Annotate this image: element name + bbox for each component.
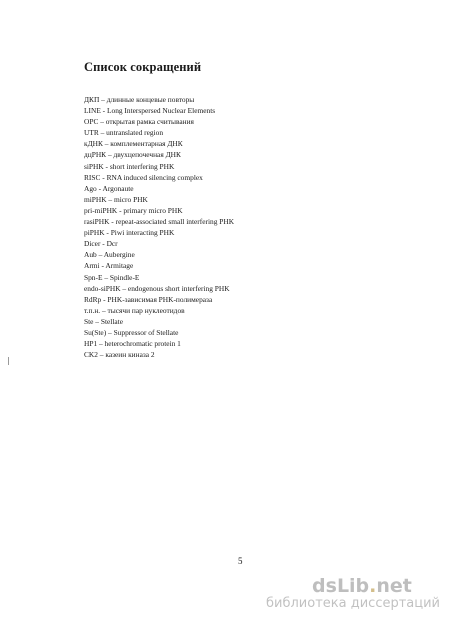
abbreviation-item: miPHK – micro PHK [84,194,148,204]
abbreviation-item: endo-siPHK – endogenous short interfering PHK [84,283,230,293]
abbreviation-list [84,94,234,360]
abbreviation-item: кДНК – комплементарная ДНК [84,139,183,149]
abbreviation-item: CK2 – казеин киназа 2 [84,350,155,360]
page-number: 5 [238,556,243,566]
abbreviation-item: ДКП – длинные концевые повторы [84,95,195,104]
abbreviation-item: Ago - Argonaute [84,183,134,193]
abbreviation-item: HP1 – heterochromatic protein 1 [84,339,181,349]
watermark [266,576,440,611]
abbreviation-item: т.п.н. – тысячи пар нуклеотидов [84,305,185,315]
watermark-logo-middle: Lib [336,575,370,597]
scan-artifact [8,357,9,365]
abbreviation-item: RISC - RNA induced silencing complex [84,172,203,182]
watermark-logo-prefix: ds [312,575,337,597]
abbreviation-item: piPHK - Piwi interacting PHK [84,228,175,238]
abbreviation-item: RdRp - PHK-зависимая PHK-полимераза [84,294,213,304]
watermark-logo [266,576,440,596]
abbreviation-item: Su(Ste) – Suppressor of Stellate [84,327,179,337]
abbreviation-item: pri-miPHK - primary micro PHK [84,205,183,215]
abbreviation-item: OPC – открытая рамка считывания [84,117,194,127]
abbreviation-item: LINE - Long Interspersed Nuclear Elements [84,106,216,116]
abbreviation-item: Armi - Armitage [84,261,134,271]
abbreviation-item: UTR – untranslated region [84,128,164,138]
page-title: Список сокращений [84,60,202,74]
abbreviation-item: дцРНК – двухцепочечная ДНК [84,150,181,160]
abbreviation-item: Spn-E – Spindle-E [84,272,140,282]
abbreviation-item: Aub – Aubergine [84,250,135,260]
watermark-logo-suffix: net [376,575,412,597]
watermark-logo-dot: . [369,575,377,597]
abbreviation-item: Dicer - Dcr [84,239,118,249]
abbreviation-item: Ste – Stellate [84,316,123,326]
abbreviation-item: siPHK - short interfering PHK [84,161,175,171]
watermark-subtitle: библиотека диссертаций [266,596,440,611]
abbreviation-item: rasiPHK - repeat-associated small interfering PHK [84,217,235,227]
